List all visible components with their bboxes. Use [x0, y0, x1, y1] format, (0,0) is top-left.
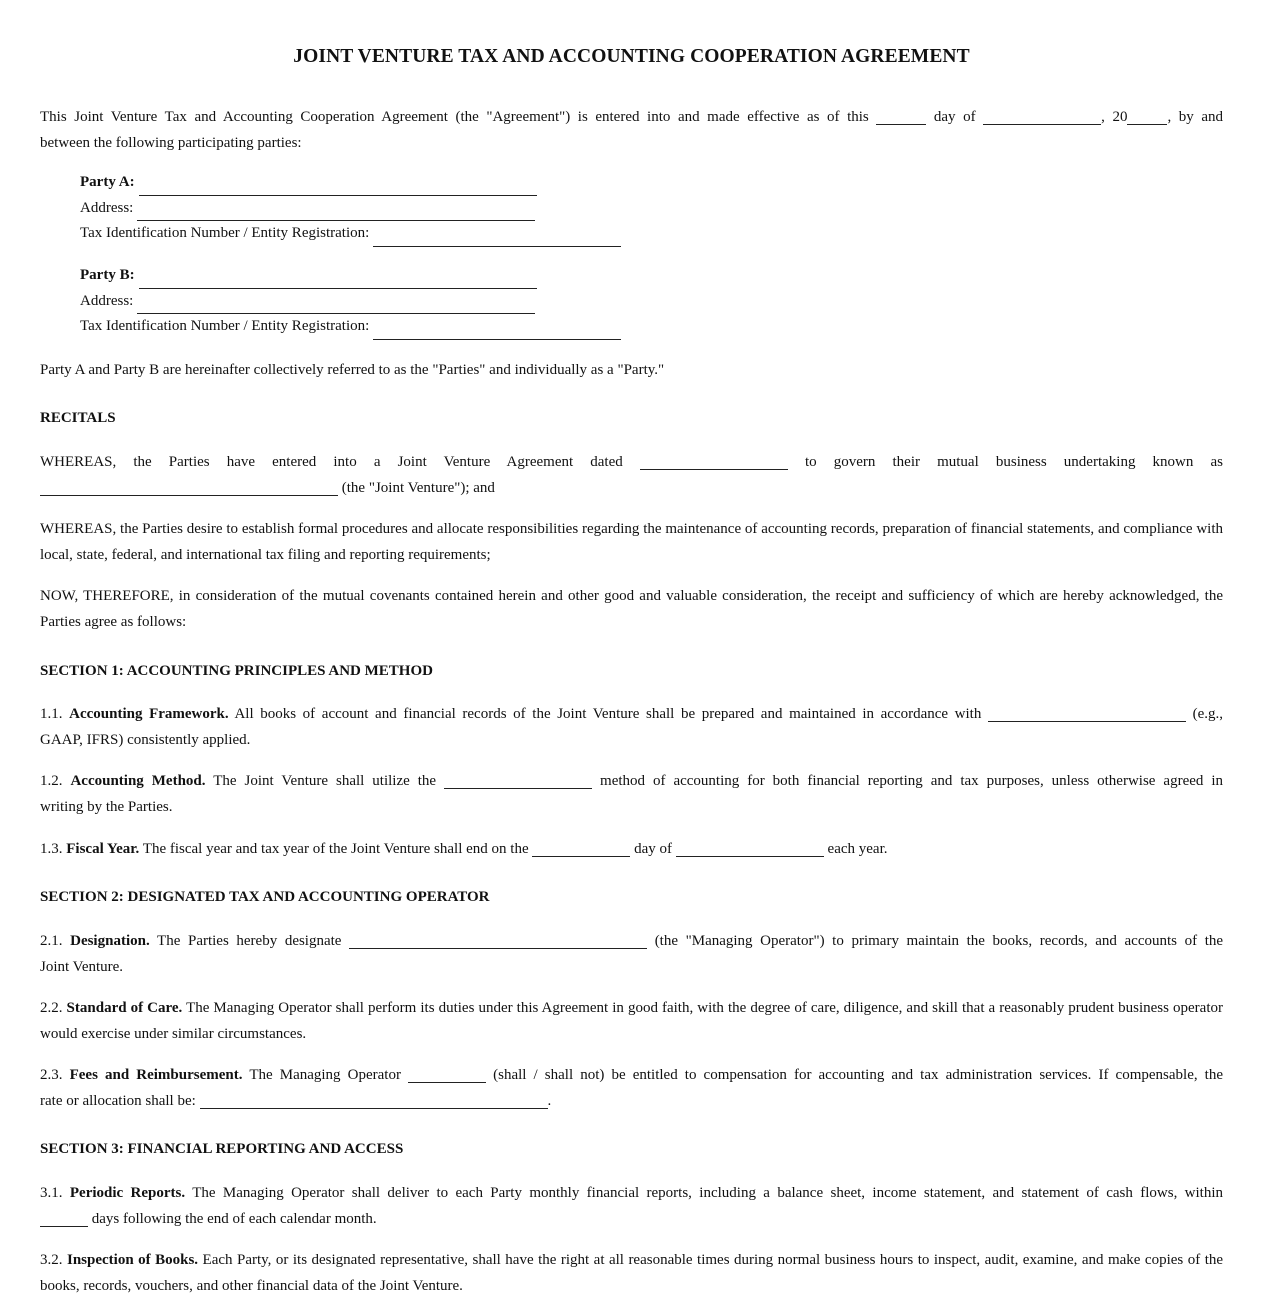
effective-year-blank[interactable] [1127, 106, 1167, 125]
clause-1-2-text: The Joint Venture shall utilize the [213, 773, 437, 789]
clause-1-1-title: Accounting Framework. [69, 706, 229, 722]
clause-2-1-title: Designation. [70, 933, 150, 949]
effective-day-blank[interactable] [876, 106, 926, 125]
clause-3-1-text: The Managing Operator shall deliver to each Party monthly financial reports, including a balance sheet, income statement, and statement of cash flows, within [192, 1185, 1224, 1201]
party-a-address-field[interactable] [137, 202, 535, 221]
clause-2-2-title: Standard of Care. [66, 1000, 183, 1016]
clause-2-3-tail: (shall / shall not) be entitled to compensation for accounting and tax administration services. If compensable, the [493, 1067, 1224, 1083]
clause-1-3-text: The fiscal year and tax year of the Joint Venture shall end on the [142, 841, 529, 857]
section-2-heading: SECTION 2: DESIGNATED TAX AND ACCOUNTING OPERATOR [40, 889, 490, 905]
clause-1-2 [40, 768, 1223, 820]
clause-2-3-line-2: rate or allocation shall be: [40, 1093, 196, 1109]
compensation-rate-blank[interactable] [200, 1090, 548, 1109]
clause-1-1-text: All books of account and financial records of the Joint Venture shall be prepared and maintained in accordance with [234, 706, 982, 722]
clause-2-3-text: The Managing Operator [249, 1067, 401, 1083]
clause-3-2 [40, 1247, 1223, 1299]
clause-1-2-title: Accounting Method. [70, 773, 206, 789]
clause-3-2-title: Inspection of Books. [66, 1252, 199, 1268]
intro-text-4: , by and [1167, 109, 1223, 125]
document-title: JOINT VENTURE TAX AND ACCOUNTING COOPERATION AGREEMENT [293, 46, 970, 67]
accounting-framework-blank[interactable] [988, 703, 1186, 722]
clause-3-1-number: 3.1. [40, 1185, 63, 1201]
whereas-1-text-b: to govern their mutual business undertaking known as [804, 454, 1223, 470]
clause-2-1-line-2: Joint Venture. [40, 959, 124, 975]
jv-name-blank[interactable] [40, 477, 338, 496]
party-b-tin-label: Tax Identification Number / Entity Registration: [80, 318, 370, 334]
accounting-method-blank[interactable] [444, 770, 592, 789]
party-a-block [80, 170, 621, 247]
clause-1-2-line-2: writing by the Parties. [40, 799, 173, 815]
party-a-label: Party A: [80, 174, 135, 190]
clause-2-3-number: 2.3. [40, 1067, 63, 1083]
party-b-address-label: Address: [80, 292, 134, 309]
intro-text-2: day of [933, 109, 976, 125]
clause-1-1-line-2: GAAP, IFRS) consistently applied. [40, 732, 251, 748]
intro-text-1: This Joint Venture Tax and Accounting Cooperation Agreement (the "Agreement") is entered into and made effective as of this [40, 109, 869, 125]
clause-1-2-number: 1.2. [40, 773, 63, 789]
clause-1-3-tail: each year. [827, 841, 888, 857]
clause-2-3 [40, 1062, 1223, 1114]
clause-2-2 [40, 995, 1223, 1047]
clause-1-1 [40, 701, 1223, 753]
report-days-blank[interactable] [40, 1208, 88, 1227]
clause-2-1-text: The Parties hereby designate [157, 933, 342, 949]
now-therefore: NOW, THEREFORE, in consideration of the mutual covenants contained herein and other good and valuable consideration, the receipt and sufficiency of which are hereby acknowledged, the Parties agree as follows: [40, 588, 1223, 630]
clause-1-1-tail: (e.g., [1192, 706, 1224, 722]
effective-month-blank[interactable] [983, 106, 1101, 125]
clause-1-2-tail: method of accounting for both financial reporting and tax purposes, unless otherwise agreed in [600, 773, 1224, 789]
party-b-address-field[interactable] [137, 295, 535, 314]
clause-1-3-title: Fiscal Year. [66, 841, 140, 857]
section-3-heading: SECTION 3: FINANCIAL REPORTING AND ACCESS [40, 1141, 404, 1157]
recitals-heading: RECITALS [40, 410, 116, 426]
party-a-name-field[interactable] [139, 177, 537, 196]
clause-3-2-text: Each Party, or its designated representative, shall have the right at all reasonable times during normal business hours to inspect, audit, examine, and make copies of the books, records, vouchers, and other financial data of the Joint Venture. [40, 1252, 1224, 1294]
whereas-1-text-c: (the "Joint Venture"); and [341, 480, 495, 496]
fiscal-year-end-month-blank[interactable] [676, 838, 824, 857]
section-1-heading: SECTION 1: ACCOUNTING PRINCIPLES AND METHOD [40, 663, 433, 679]
managing-operator-blank[interactable] [349, 930, 647, 949]
clause-1-1-number: 1.1. [40, 706, 63, 722]
party-b-tin-field[interactable] [373, 321, 621, 340]
clause-3-2-number: 3.2. [40, 1252, 63, 1268]
fiscal-year-end-day-blank[interactable] [532, 838, 630, 857]
clause-3-1-title: Periodic Reports. [69, 1185, 186, 1201]
clause-2-3-end: . [547, 1093, 552, 1109]
clause-3-1-line-2: days following the end of each calendar month. [91, 1211, 377, 1227]
parties-definition: Party A and Party B are hereinafter collectively referred to as the "Parties" and individually as a "Party." [40, 362, 665, 378]
clause-2-2-number: 2.2. [40, 1000, 63, 1016]
party-b-block [80, 263, 621, 340]
party-a-address-label: Address: [80, 199, 134, 216]
party-b-label: Party B: [80, 267, 135, 283]
clause-3-1 [40, 1180, 1223, 1232]
clause-1-3-number: 1.3. [40, 841, 63, 857]
clause-2-3-title: Fees and Reimbursement. [69, 1067, 243, 1083]
clause-2-1-tail: (the "Managing Operator") to primary maintain the books, records, and accounts of the [654, 933, 1224, 949]
whereas-2: WHEREAS, the Parties desire to establish formal procedures and allocate responsibilities regarding the maintenance of accounting records, preparation of financial statements, and compliance with local, state, federal, and international tax filing and reporting requirements; [40, 521, 1223, 563]
party-b-name-field[interactable] [139, 270, 537, 289]
clause-1-3-mid: day of [634, 841, 673, 857]
shall-shall-not-blank[interactable] [408, 1064, 486, 1083]
party-a-tin-label: Tax Identification Number / Entity Registration: [80, 225, 370, 241]
intro-line-2: between the following participating parties: [40, 135, 302, 151]
clause-2-1-number: 2.1. [40, 933, 63, 949]
intro-paragraph [40, 104, 1223, 156]
clause-2-2-text: The Managing Operator shall perform its duties under this Agreement in good faith, with the degree of care, diligence, and skill that a reasonably prudent business operator would exercise under similar circumstances. [40, 1000, 1223, 1042]
clause-2-1 [40, 928, 1223, 980]
party-a-tin-field[interactable] [373, 228, 621, 247]
whereas-1-text-a: WHEREAS, the Parties have entered into a Joint Venture Agreement dated [40, 454, 623, 470]
intro-text-3: , 20 [1101, 109, 1128, 125]
jv-agreement-date-blank[interactable] [640, 451, 788, 470]
whereas-1 [40, 449, 1223, 501]
clause-1-3 [40, 836, 1223, 862]
